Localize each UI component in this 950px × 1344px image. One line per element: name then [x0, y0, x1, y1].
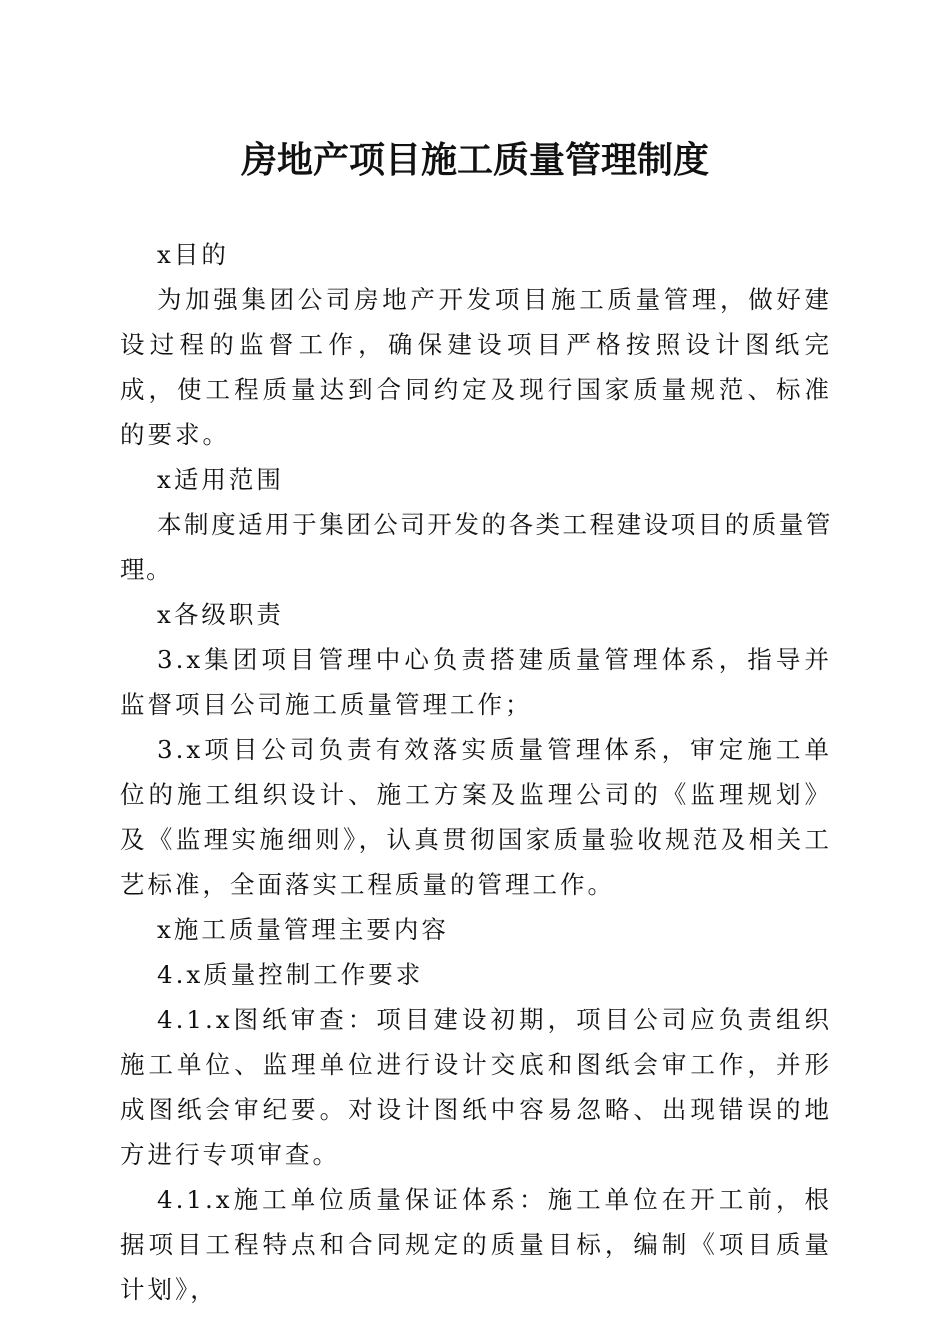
heading-main-content: x施工质量管理主要内容: [157, 915, 449, 944]
paragraph-purpose: 为加强集团公司房地产开发项目施工质量管理，做好建设过程的监督工作，确保建设项目严格按照设计图纸完成，使工程质量达到合同约定及现行国家质量规范、标准的要求。: [120, 285, 832, 449]
paragraph-quality-assurance: 4.1.x施工单位质量保证体系：施工单位在开工前，根据项目工程特点和合同规定的质量目标，编制《项目质量计划》，: [120, 1185, 832, 1304]
document-body: [120, 232, 832, 1312]
paragraph-scope: 本制度适用于集团公司开发的各类工程建设项目的质量管理。: [120, 510, 832, 584]
paragraph-responsibility-group: 3.x集团项目管理中心负责搭建质量管理体系，指导并监督项目公司施工质量管理工作；: [120, 645, 832, 719]
heading-quality-control: 4.x质量控制工作要求: [157, 960, 424, 989]
heading-responsibilities: x各级职责: [157, 600, 284, 629]
paragraph-responsibility-project: 3.x项目公司负责有效落实质量管理体系，审定施工单位的施工组织设计、施工方案及监理公司的《监理规划》及《监理实施细则》，认真贯彻国家质量验收规范及相关工艺标准，全面落实工程质量的管理工作。: [120, 735, 832, 899]
heading-purpose: x目的: [157, 240, 229, 269]
heading-scope: x适用范围: [157, 465, 284, 494]
paragraph-drawing-review: 4.1.x图纸审查：项目建设初期，项目公司应负责组织施工单位、监理单位进行设计交底和图纸会审工作，并形成图纸会审纪要。对设计图纸中容易忽略、出现错误的地方进行专项审查。: [120, 1005, 832, 1169]
document-title: 房地产项目施工质量管理制度: [240, 139, 709, 181]
